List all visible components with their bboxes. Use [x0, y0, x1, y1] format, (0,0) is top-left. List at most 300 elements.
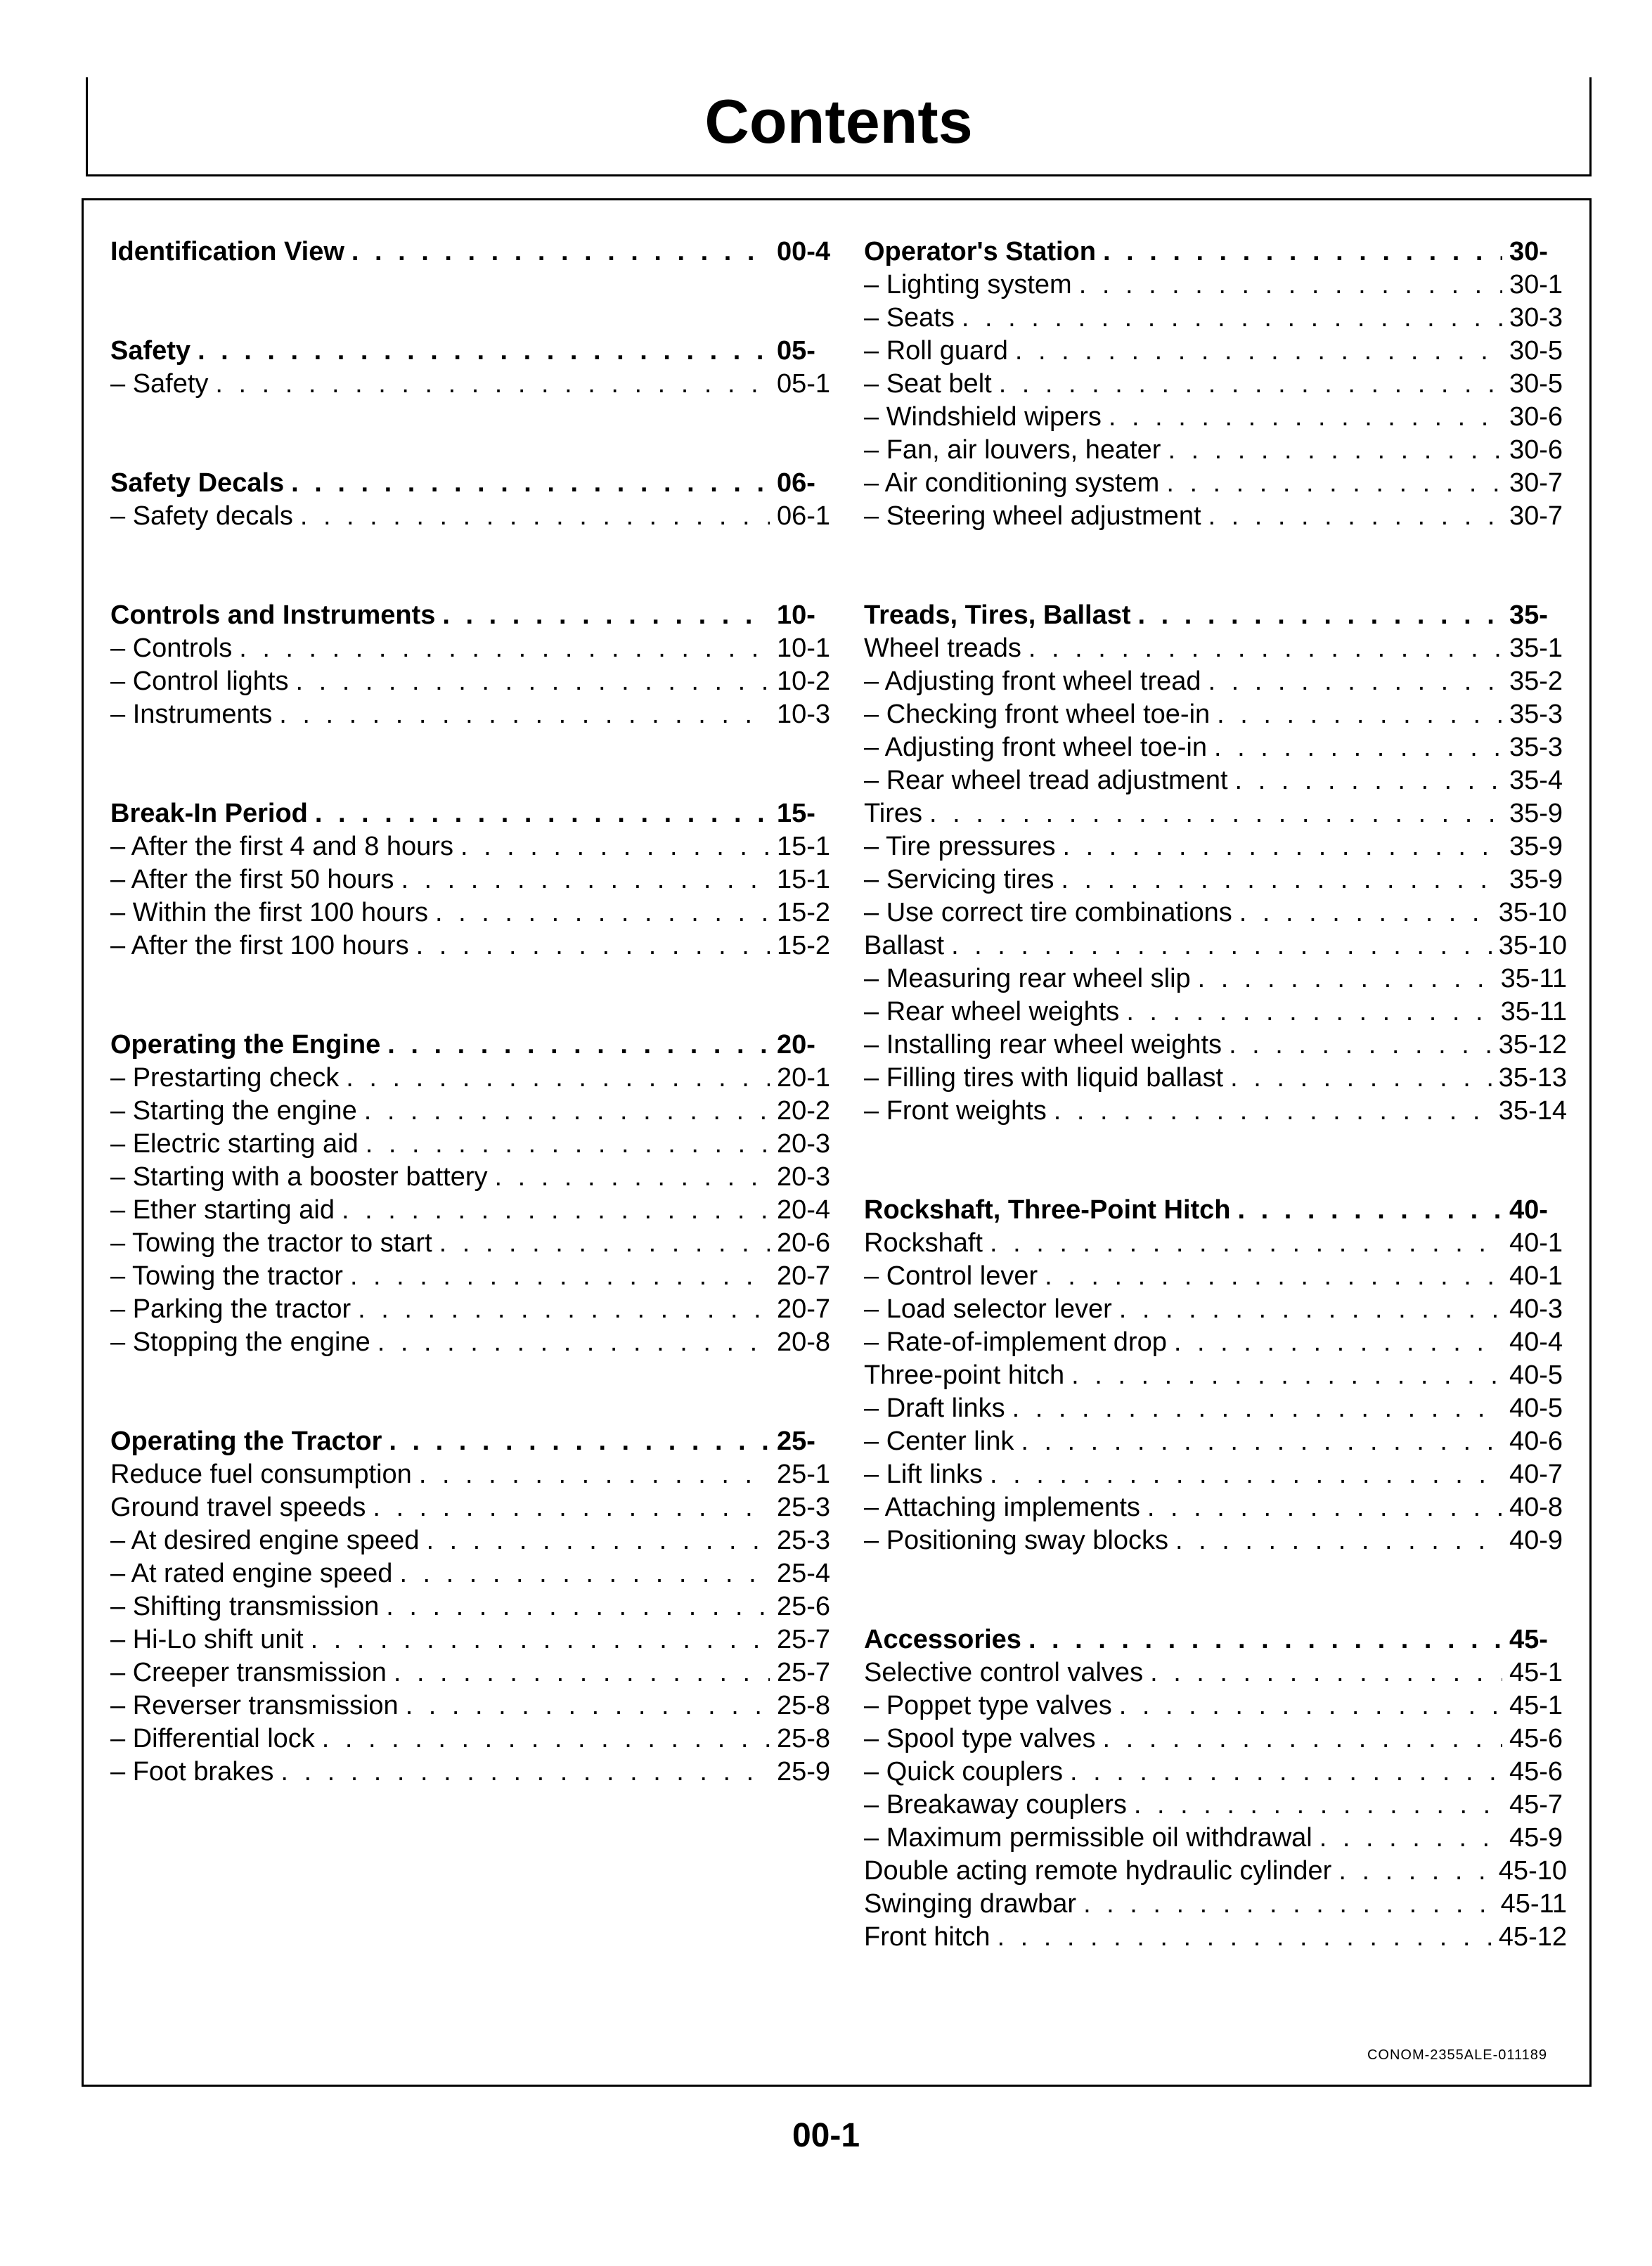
toc-entry-page: 20-1 — [777, 1063, 831, 1093]
toc-entry-page: 30-3 — [1509, 303, 1563, 333]
toc-entry-label: – Attaching implements — [864, 1493, 1140, 1522]
toc-entry-page: 25-1 — [777, 1460, 831, 1489]
toc-entry-page: 15-2 — [777, 931, 831, 960]
dot-leader — [998, 1921, 1492, 1954]
toc-entry-label: Double acting remote hydraulic cylinder — [864, 1856, 1332, 1886]
dot-leader — [406, 1689, 770, 1723]
toc-entry-label: – Adjusting front wheel toe-in — [864, 733, 1207, 762]
toc-entry-label: Rockshaft — [864, 1228, 983, 1258]
toc-entry — [864, 1260, 1567, 1293]
section-heading-page: 25- — [777, 1427, 815, 1456]
toc-entry-label: – Servicing tires — [864, 865, 1054, 894]
dot-leader — [1166, 467, 1502, 500]
dot-leader — [1103, 236, 1502, 269]
page-number: 00-1 — [792, 2117, 860, 2154]
toc-entry-label: – Within the first 100 hours — [110, 898, 428, 927]
section-heading — [110, 599, 834, 632]
dot-leader — [1175, 1524, 1502, 1557]
toc-entry-label: Ground travel speeds — [110, 1493, 366, 1522]
toc-entry — [864, 434, 1567, 467]
toc-entry — [110, 1590, 834, 1623]
toc-entry-page: 30-5 — [1509, 369, 1563, 399]
section-heading — [864, 1623, 1567, 1656]
toc-entry-page: 35-9 — [1509, 865, 1563, 894]
section-heading-label: Identification View — [110, 237, 344, 266]
toc-entry-label: Wheel treads — [864, 633, 1021, 663]
toc-entry — [864, 665, 1567, 698]
toc-entry — [110, 830, 834, 863]
toc-entry — [864, 1458, 1567, 1491]
toc-entry-label: – Differential lock — [110, 1724, 315, 1753]
toc-entry — [110, 1095, 834, 1128]
dot-leader — [1070, 1756, 1502, 1789]
toc-entry — [110, 1161, 834, 1194]
section-heading-label: Safety Decals — [110, 468, 285, 498]
dot-leader — [1174, 1326, 1502, 1359]
toc-entry — [864, 302, 1567, 335]
toc-entry — [864, 1789, 1567, 1822]
toc-entry-label: – Lighting system — [864, 270, 1072, 300]
toc-entry — [864, 1756, 1567, 1789]
toc-entry — [110, 1194, 834, 1227]
toc-entry-label: – Towing the tractor to start — [110, 1228, 432, 1258]
toc-entry-label: – Use correct tire combinations — [864, 898, 1232, 927]
section-heading-page: 35- — [1509, 600, 1548, 630]
contents-frame — [82, 198, 1592, 2087]
dot-leader — [387, 1029, 770, 1062]
toc-entry-page: 40-3 — [1509, 1294, 1563, 1324]
toc-entry — [864, 1326, 1567, 1359]
dot-leader — [1054, 1095, 1492, 1128]
toc-entry — [864, 401, 1567, 434]
toc-entry-page: 35-9 — [1509, 799, 1563, 828]
toc-entry-page: 45-11 — [1500, 1889, 1567, 1919]
toc-entry-page: 30-7 — [1509, 501, 1563, 531]
toc-entry-label: – Parking the tractor — [110, 1294, 351, 1324]
toc-entry — [864, 698, 1567, 731]
dot-leader — [1238, 1194, 1503, 1227]
toc-entry-label: – Positioning sway blocks — [864, 1526, 1168, 1555]
toc-section — [864, 1623, 1567, 1954]
toc-entry-page: 40-1 — [1509, 1228, 1563, 1258]
toc-entry-page: 20-4 — [777, 1195, 831, 1225]
section-heading-page: 06- — [777, 468, 815, 498]
toc-entry-label: – Adjusting front wheel tread — [864, 667, 1201, 696]
section-heading-label: Controls and Instruments — [110, 600, 436, 630]
toc-entry-label: – Prestarting check — [110, 1063, 340, 1093]
toc-entry-label: – Load selector lever — [864, 1294, 1112, 1324]
toc-entry-page: 45-12 — [1498, 1922, 1567, 1952]
toc-entry — [864, 335, 1567, 368]
section-heading-page: 15- — [777, 799, 815, 828]
dot-leader — [1214, 731, 1502, 764]
toc-entry-label: – Center link — [864, 1427, 1014, 1456]
toc-entry-page: 35-2 — [1509, 667, 1563, 696]
dot-leader — [1015, 335, 1502, 368]
toc-entry-label: – Hi-Lo shift unit — [110, 1625, 304, 1654]
toc-section — [110, 599, 834, 731]
section-heading — [864, 1194, 1567, 1227]
toc-entry-label: – Quick couplers — [864, 1757, 1064, 1787]
document-code: CONOM-2355ALE-011189 — [1367, 2047, 1547, 2063]
dot-leader — [999, 368, 1502, 401]
toc-entry-page: 35-4 — [1509, 766, 1563, 795]
toc-entry — [864, 963, 1567, 996]
toc-entry — [864, 1921, 1567, 1954]
dot-leader — [1028, 632, 1502, 665]
toc-entry — [110, 1260, 834, 1293]
section-heading-label: Operating the Tractor — [110, 1427, 382, 1456]
dot-leader — [366, 1128, 770, 1161]
dot-leader — [315, 797, 770, 830]
dot-leader — [1239, 896, 1492, 929]
title-frame — [86, 77, 1592, 176]
toc-entry-label: – After the first 100 hours — [110, 931, 409, 960]
section-heading — [110, 335, 834, 368]
section-heading-label: Rockshaft, Three-Point Hitch — [864, 1195, 1231, 1225]
dot-leader — [1198, 963, 1494, 996]
toc-entry — [864, 1293, 1567, 1326]
toc-entry-page: 25-3 — [777, 1526, 831, 1555]
toc-entry-label: – Installing rear wheel weights — [864, 1030, 1222, 1060]
toc-entry-label: – Rear wheel weights — [864, 997, 1120, 1026]
toc-entry-label: – Ether starting aid — [110, 1195, 335, 1225]
toc-entry-label: – Reverser transmission — [110, 1691, 399, 1720]
toc-entry-page: 40-9 — [1509, 1526, 1563, 1555]
dot-leader — [1126, 996, 1493, 1029]
dot-leader — [1147, 1491, 1502, 1524]
toc-entry — [864, 1524, 1567, 1557]
section-heading — [864, 236, 1567, 269]
toc-section — [864, 1194, 1567, 1557]
toc-entry-label: – Windshield wipers — [864, 402, 1102, 432]
toc-entry-page: 20-7 — [777, 1294, 831, 1324]
dot-leader — [426, 1524, 770, 1557]
toc-entry-label: – Tire pressures — [864, 832, 1056, 861]
toc-section — [110, 335, 834, 401]
toc-entry — [110, 665, 834, 698]
toc-entry — [864, 1888, 1567, 1921]
toc-entry-page: 35-10 — [1498, 931, 1567, 960]
section-heading — [110, 797, 834, 830]
dot-leader — [1071, 1359, 1502, 1392]
dot-leader — [394, 1656, 770, 1689]
dot-leader — [358, 1293, 770, 1326]
toc-section — [864, 599, 1567, 1128]
toc-entry-page: 25-3 — [777, 1493, 831, 1522]
dot-leader — [435, 896, 770, 929]
right-column — [864, 236, 1567, 2020]
toc-entry-page: 45-1 — [1509, 1658, 1563, 1687]
toc-entry-label: – Front weights — [864, 1096, 1047, 1126]
toc-entry — [864, 1855, 1567, 1888]
toc-entry — [110, 1689, 834, 1723]
toc-entry-page: 30-5 — [1509, 336, 1563, 366]
dot-leader — [419, 1458, 770, 1491]
toc-entry-page: 45-10 — [1498, 1856, 1567, 1886]
toc-entry-page: 15-1 — [777, 832, 831, 861]
toc-entry — [110, 1491, 834, 1524]
toc-entry — [864, 632, 1567, 665]
toc-entry-label: Three-point hitch — [864, 1360, 1065, 1390]
toc-entry-label: – Safety — [110, 369, 209, 399]
toc-entry-page: 35-9 — [1509, 832, 1563, 861]
toc-entry — [110, 896, 834, 929]
dot-leader — [1150, 1656, 1502, 1689]
toc-entry-page: 25-8 — [777, 1724, 831, 1753]
dot-leader — [1109, 401, 1502, 434]
toc-entry — [864, 996, 1567, 1029]
dot-leader — [1021, 1425, 1502, 1458]
toc-entry — [864, 731, 1567, 764]
toc-entry-page: 06-1 — [777, 501, 831, 531]
toc-entry-page: 15-1 — [777, 865, 831, 894]
section-heading-page: 10- — [777, 600, 815, 630]
toc-entry-page: 25-8 — [777, 1691, 831, 1720]
dot-leader — [350, 1260, 770, 1293]
toc-entry-label: – Spool type valves — [864, 1724, 1096, 1753]
toc-section — [110, 467, 834, 533]
toc-entry — [864, 929, 1567, 963]
toc-entry-label: – Creeper transmission — [110, 1658, 387, 1687]
dot-leader — [1208, 665, 1502, 698]
dot-leader — [377, 1326, 770, 1359]
toc-entry-page: 30-7 — [1509, 468, 1563, 498]
toc-entry-label: – Breakaway couplers — [864, 1790, 1127, 1820]
section-heading-label: Accessories — [864, 1625, 1021, 1654]
dot-leader — [929, 797, 1502, 830]
dot-leader — [1230, 1062, 1492, 1095]
toc-entry — [864, 1095, 1567, 1128]
toc-entry-label: – Checking front wheel toe-in — [864, 700, 1211, 729]
toc-entry-label: – After the first 4 and 8 hours — [110, 832, 453, 861]
toc-entry — [864, 896, 1567, 929]
toc-entry — [864, 1425, 1567, 1458]
toc-entry-page: 35-11 — [1500, 964, 1567, 993]
toc-entry-label: – Stopping the engine — [110, 1327, 370, 1357]
toc-entry-page: 40-7 — [1509, 1460, 1563, 1489]
toc-entry-page: 40-6 — [1509, 1427, 1563, 1456]
toc-entry — [110, 698, 834, 731]
toc-entry-page: 05-1 — [777, 369, 831, 399]
dot-leader — [1083, 1888, 1494, 1921]
toc-entry-page: 20-6 — [777, 1228, 831, 1258]
toc-entry-label: – Instruments — [110, 700, 273, 729]
toc-entry-label: – Control lever — [864, 1261, 1038, 1291]
toc-entry-label: – Fan, air louvers, heater — [864, 435, 1161, 465]
dot-leader — [1168, 434, 1502, 467]
toc-entry — [864, 467, 1567, 500]
left-column — [110, 236, 834, 1855]
section-heading-page: 00-4 — [777, 237, 831, 266]
dot-leader — [962, 302, 1502, 335]
toc-entry-label: Swinging drawbar — [864, 1889, 1077, 1919]
dot-leader — [1217, 698, 1502, 731]
dot-leader — [495, 1161, 770, 1194]
dot-leader — [1338, 1855, 1491, 1888]
dot-leader — [416, 929, 770, 963]
dot-leader — [311, 1623, 770, 1656]
toc-entry-page: 20-3 — [777, 1129, 831, 1159]
toc-entry — [110, 1062, 834, 1095]
toc-entry — [864, 863, 1567, 896]
toc-entry-page: 30-1 — [1509, 270, 1563, 300]
toc-section — [110, 1029, 834, 1359]
toc-entry — [110, 632, 834, 665]
toc-entry-page: 40-1 — [1509, 1261, 1563, 1291]
toc-entry — [110, 1293, 834, 1326]
toc-entry-label: – Control lights — [110, 667, 289, 696]
toc-entry-page: 45-6 — [1509, 1757, 1563, 1787]
toc-entry — [110, 368, 834, 401]
toc-entry-page: 45-9 — [1509, 1823, 1563, 1853]
toc-entry-page: 25-7 — [777, 1658, 831, 1687]
toc-entry-page: 35-10 — [1498, 898, 1567, 927]
section-heading-label: Operator's Station — [864, 237, 1096, 266]
toc-entry-label: – At rated engine speed — [110, 1559, 393, 1588]
dot-leader — [1012, 1392, 1502, 1425]
dot-leader — [342, 1194, 770, 1227]
toc-entry — [864, 1029, 1567, 1062]
toc-entry-label: – Draft links — [864, 1393, 1005, 1423]
toc-entry-label: – Poppet type valves — [864, 1691, 1112, 1720]
toc-entry-label: – Starting the engine — [110, 1096, 357, 1126]
toc-entry-page: 20-2 — [777, 1096, 831, 1126]
dot-leader — [1103, 1723, 1502, 1756]
toc-entry — [110, 1656, 834, 1689]
toc-entry-label: – Air conditioning system — [864, 468, 1160, 498]
toc-entry-page: 30-6 — [1509, 435, 1563, 465]
toc-entry-page: 40-5 — [1509, 1360, 1563, 1390]
toc-entry-page: 35-1 — [1509, 633, 1563, 663]
toc-entry-page: 30-6 — [1509, 402, 1563, 432]
dot-leader — [239, 632, 770, 665]
dot-leader — [322, 1723, 770, 1756]
dot-leader — [1045, 1260, 1502, 1293]
dot-leader — [951, 929, 1492, 963]
toc-entry — [864, 830, 1567, 863]
section-heading-page: 40- — [1509, 1195, 1548, 1225]
dot-leader — [990, 1458, 1502, 1491]
section-heading-page: 45- — [1509, 1625, 1548, 1654]
toc-entry — [864, 500, 1567, 533]
dot-leader — [1062, 830, 1502, 863]
toc-entry-label: – Filling tires with liquid ballast — [864, 1063, 1224, 1093]
toc-entry — [110, 1326, 834, 1359]
toc-entry-label: – Seats — [864, 303, 955, 333]
dot-leader — [1028, 1623, 1502, 1656]
toc-entry — [110, 929, 834, 963]
dot-leader — [364, 1095, 770, 1128]
toc-entry-page: 40-8 — [1509, 1493, 1563, 1522]
dot-leader — [351, 236, 770, 269]
toc-entry-label: – Electric starting aid — [110, 1129, 359, 1159]
dot-leader — [1061, 863, 1502, 896]
dot-leader — [1079, 269, 1502, 302]
toc-entry — [864, 1723, 1567, 1756]
dot-leader — [990, 1227, 1502, 1260]
dot-leader — [291, 467, 770, 500]
toc-entry — [110, 1756, 834, 1789]
toc-entry — [864, 1656, 1567, 1689]
toc-entry — [864, 269, 1567, 302]
section-heading — [110, 236, 834, 269]
section-heading-page: 30- — [1509, 237, 1548, 266]
dot-leader — [215, 368, 770, 401]
toc-entry-page: 20-7 — [777, 1261, 831, 1291]
dot-leader — [1229, 1029, 1492, 1062]
toc-entry — [110, 1557, 834, 1590]
toc-entry-page: 45-1 — [1509, 1691, 1563, 1720]
toc-entry-page: 25-7 — [777, 1625, 831, 1654]
toc-entry — [110, 1723, 834, 1756]
dot-leader — [386, 1590, 770, 1623]
toc-entry — [110, 1623, 834, 1656]
dot-leader — [439, 1227, 770, 1260]
toc-entry-page: 25-6 — [777, 1592, 831, 1621]
dot-leader — [401, 863, 770, 896]
toc-entry-label: – Rear wheel tread adjustment — [864, 766, 1228, 795]
dot-leader — [1134, 1789, 1502, 1822]
toc-entry-page: 20-3 — [777, 1162, 831, 1192]
toc-entry-label: Reduce fuel consumption — [110, 1460, 412, 1489]
toc-entry-label: – Steering wheel adjustment — [864, 501, 1201, 531]
dot-leader — [399, 1557, 770, 1590]
toc-entry-page: 10-3 — [777, 700, 831, 729]
toc-entry-label: Front hitch — [864, 1922, 990, 1952]
section-heading-label: Treads, Tires, Ballast — [864, 600, 1131, 630]
section-heading-label: Break-In Period — [110, 799, 308, 828]
toc-entry-label: Tires — [864, 799, 923, 828]
toc-entry — [864, 1062, 1567, 1095]
toc-entry-label: – Lift links — [864, 1460, 983, 1489]
dot-leader — [389, 1425, 770, 1458]
toc-entry-page: 35-12 — [1498, 1030, 1567, 1060]
toc-entry-page: 25-9 — [777, 1757, 831, 1787]
toc-entry — [864, 764, 1567, 797]
section-heading-label: Safety — [110, 336, 191, 366]
toc-entry-label: – Rate-of-implement drop — [864, 1327, 1167, 1357]
toc-entry — [864, 797, 1567, 830]
dot-leader — [373, 1491, 770, 1524]
dot-leader — [1119, 1689, 1502, 1723]
dot-leader — [1319, 1822, 1502, 1855]
toc-entry — [864, 1227, 1567, 1260]
toc-entry — [110, 1227, 834, 1260]
toc-entry-label: – Shifting transmission — [110, 1592, 380, 1621]
toc-entry-label: – Controls — [110, 633, 233, 663]
toc-entry — [110, 1128, 834, 1161]
dot-leader — [442, 599, 770, 632]
dot-leader — [279, 698, 770, 731]
dot-leader — [460, 830, 770, 863]
section-heading — [110, 467, 834, 500]
toc-entry-label: – At desired engine speed — [110, 1526, 420, 1555]
toc-entry-page: 35-3 — [1509, 733, 1563, 762]
toc-entry-label: – Starting with a booster battery — [110, 1162, 488, 1192]
toc-entry-page: 40-5 — [1509, 1393, 1563, 1423]
toc-entry-label: – Seat belt — [864, 369, 992, 399]
toc-entry-label: – Foot brakes — [110, 1757, 274, 1787]
toc-entry-page: 45-7 — [1509, 1790, 1563, 1820]
toc-entry-page: 25-4 — [777, 1559, 831, 1588]
toc-entry-page: 35-13 — [1498, 1063, 1567, 1093]
toc-section — [110, 1425, 834, 1789]
section-heading — [110, 1425, 834, 1458]
toc-entry — [864, 1822, 1567, 1855]
dot-leader — [1138, 599, 1503, 632]
toc-entry-label: Ballast — [864, 931, 945, 960]
